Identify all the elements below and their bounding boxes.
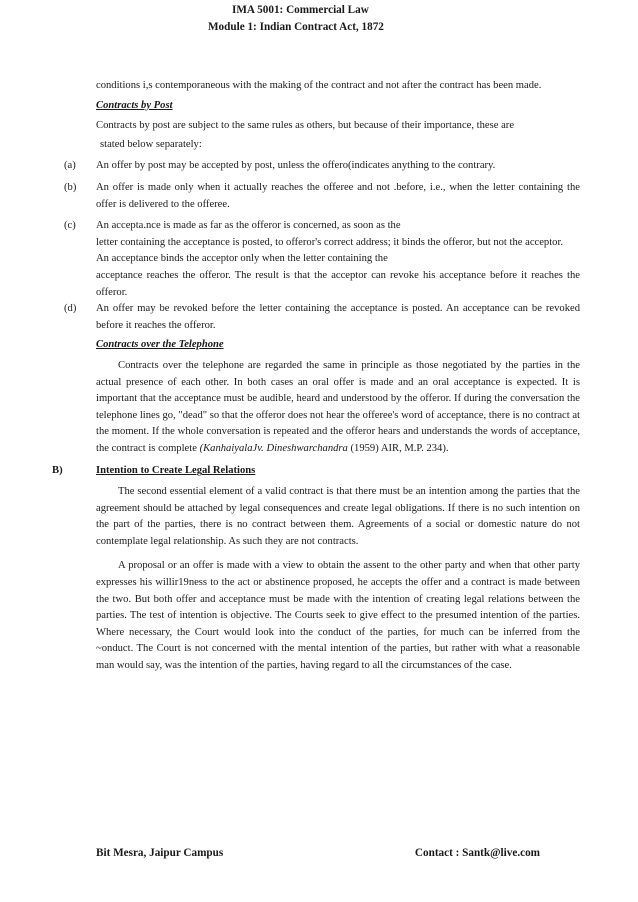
list-text: An offer may be revoked before the letter containing the acceptance is posted. An acceptance can be revoked before it reaches the offeror. <box>96 303 580 331</box>
list-item-b <box>64 180 580 213</box>
post-paragraph-2: stated below separately: <box>100 138 202 150</box>
section-b-paragraph-2: A proposal or an offer is made with a view to obtain the assent to the other party and when that other party expresses his willir19ness to the act or abstinence proposed, he accepts the offer and a contract is made between the two. But both offer and acceptance must be made with the intention of creating legal relations between the parties. The test of intention is objective. The Courts seek to give effect to the presumed intention of the parties. Where necessary, the Court would look into the conduct of the parties, for much can be inferred from the ~onduct. The Court is not concerned with the mental intention of the parties, but rather with what a reasonable man would say, was the intention of the parties, having regard to all the circumstances of the case. <box>96 560 580 671</box>
section-b-paragraph-1: The second essential element of a valid contract is that there must be an intention among the parties that the agreement should be attached by legal consequences and create legal obligations. If there is no such intention on the part of the parties, there is no contract between them. Agreements of a social or domestic nature do not contemplate legal relationship. As such they are not contracts. <box>96 486 580 547</box>
heading-contracts-over-telephone: Contracts over the Telephone <box>96 339 224 351</box>
list-label: (b) <box>64 181 77 193</box>
list-label: (a) <box>64 160 76 172</box>
case-name: (KanhaiyalaJv. Dineshwarchandra <box>199 442 348 454</box>
section-b-heading <box>52 463 580 480</box>
list-item-a <box>64 158 580 175</box>
page-footer <box>96 845 540 862</box>
list-text-line4: acceptance reaches the offeror. The result is that the acceptor can revoke his acceptance before it reaches the offeror. <box>96 269 580 298</box>
list-item-c <box>64 218 580 301</box>
heading-contracts-by-post: Contracts by Post <box>96 99 173 111</box>
post-paragraph: Contracts by post are subject to the same rules as others, but because of their importance, these are <box>96 120 515 132</box>
list-text-line1: An accepta.nce is made as far as the offeror is concerned, as soon as the <box>96 220 401 232</box>
case-citation: (1959) AIR, M.P. 234). <box>350 442 449 454</box>
section-b-title: Intention to Create Legal Relations <box>96 465 256 477</box>
list-text-line2: letter containing the acceptance is posted, to offeror's correct address; it binds the offeror, but not the acceptor. <box>96 236 564 248</box>
list-label: (d) <box>64 303 77 315</box>
footer-contact: Contact : Santk@live.com <box>414 847 540 859</box>
page-content <box>52 78 580 675</box>
intro-paragraph: conditions i,s contemporaneous with the making of the contract and not after the contract has been made. <box>96 80 542 91</box>
course-title: IMA 5001: Commercial Law <box>232 4 369 16</box>
list-text-line3: An acceptance binds the acceptor only when the letter containing the <box>96 253 388 265</box>
list-item-d <box>64 301 580 334</box>
footer-campus: Bit Mesra, Jaipur Campus <box>96 847 224 859</box>
telephone-paragraph <box>96 358 580 458</box>
list-text: An offer by post may be accepted by post, unless the offero(indicates anything to the contrary. <box>96 160 496 172</box>
list-label: (c) <box>64 220 76 232</box>
module-title: Module 1: Indian Contract Act, 1872 <box>208 21 384 33</box>
list-text: An offer is made only when it actually reaches the offeree and not .before, i.e., when the letter containing the offer is delivered to the offeree. <box>96 181 580 210</box>
section-b-label: B) <box>52 465 63 477</box>
telephone-text: Contracts over the telephone are regarded the same in principle as those negotiated by the parties in the actual presence of each other. In both cases an oral offer is made and an oral acceptance is expected. It is important that the acceptance must be audible, heard and understood by the offeror. If during the conversation the telephone lines go, "dead" so that the offeror does not hear the offeree's word of acceptance, there is no contract at the moment. If the whole conversation is repeated and the offeror hears and understands the words of acceptance, the contract is complete <box>96 359 580 454</box>
